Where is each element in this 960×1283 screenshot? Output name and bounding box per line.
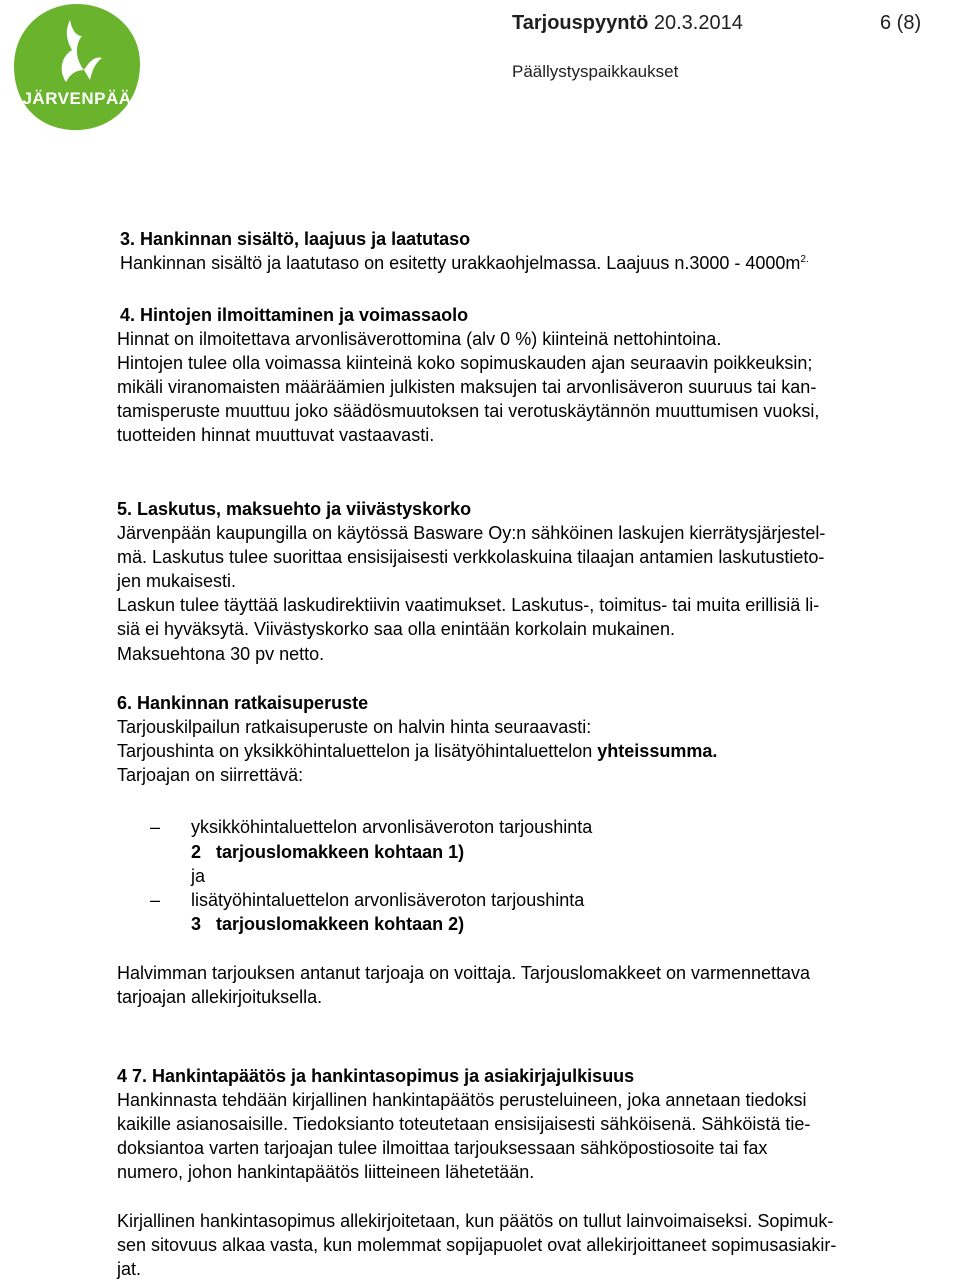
- page-number: 6 (8): [880, 12, 922, 34]
- section-7-heading: 4 7. Hankintapäätös ja hankintasopimus ja asiakirjajulkisuus: [117, 1066, 635, 1086]
- section-5-line: mä. Laskutus tulee suorittaa ensisijaisesti verkkolaskuina tilaajan antamien laskutustieto-: [117, 547, 825, 567]
- section-7-line: kaikille asianosaisille. Tiedoksianto toteutetaan ensisijaisesti sähköisenä. Sähköistä tie-: [117, 1114, 811, 1134]
- section-6-line: Tarjoajan on siirrettävä:: [117, 765, 304, 785]
- section-5-heading: 5. Laskutus, maksuehto ja viivästyskorko: [117, 499, 472, 519]
- section-7-line: Kirjallinen hankintasopimus allekirjoitetaan, kun päätös on tullut lainvoimaiseksi. Sopimuk-: [117, 1211, 834, 1231]
- section-7-line: sen sitovuus alkaa vasta, kun molemmat sopijapuolet ovat allekirjoittaneet sopimusasiakir-: [117, 1235, 837, 1255]
- section-3-heading: 3. Hankinnan sisältö, laajuus ja laatutaso: [120, 229, 471, 249]
- section-7-line: doksiantoa varten tarjoajan tulee ilmoittaa tarjouksessaan sähköpostiosoite tai fax: [117, 1138, 768, 1158]
- section-6-line: Tarjouskilpailun ratkaisuperuste on halvin hinta seuraavasti:: [117, 717, 592, 737]
- section-3-line: Hankinnan sisältö ja laatutaso on esitetty urakkaohjelmassa. Laajuus n.3000 - 4000m: [120, 253, 801, 273]
- conjunction: ja: [191, 866, 206, 886]
- document-type: Tarjouspyyntö: [512, 12, 649, 34]
- section-5-line: Laskun tulee täyttää laskudirektiivin vaatimukset. Laskutus-, toimitus- tai muita erillisiä li-: [117, 595, 820, 615]
- section-6-closing: tarjoajan allekirjoituksella.: [117, 987, 323, 1007]
- emphasis: yhteissumma.: [597, 741, 718, 761]
- section-4-line: Hinnat on ilmoitettava arvonlisäverottomina (alv 0 %) kiinteinä nettohintoina.: [117, 329, 722, 349]
- document-date: 20.3.2014: [653, 12, 743, 34]
- list-item-target: 3 tarjouslomakkeen kohtaan 2): [191, 914, 465, 934]
- section-4-line: tuotteiden hinnat muuttuvat vastaavasti.: [117, 425, 435, 445]
- section-5-line: Maksuehtona 30 pv netto.: [117, 644, 325, 664]
- section-5-line: Järvenpään kaupungilla on käytössä Basware Oy:n sähköinen laskujen kierrätysjärjestel-: [117, 523, 826, 543]
- section-5-line: jen mukaisesti.: [117, 571, 237, 591]
- jarvenpaa-logo: [10, 0, 144, 134]
- list-dash: –: [150, 817, 161, 837]
- document-title: [512, 12, 743, 35]
- section-4-line: tamisperuste muuttuu joko säädösmuutoksen tai verotuskäytännön muuttumisen vuoksi,: [117, 401, 820, 421]
- list-item: lisätyöhintaluettelon arvonlisäveroton tarjoushinta: [191, 890, 585, 910]
- section-6-heading: 6. Hankinnan ratkaisuperuste: [117, 693, 369, 713]
- list-dash: –: [150, 890, 161, 910]
- section-7-line: numero, johon hankintapäätös liitteineen lähetetään.: [117, 1162, 535, 1182]
- list-item: yksikköhintaluettelon arvonlisäveroton tarjoushinta: [191, 817, 593, 837]
- superscript: 2.: [800, 254, 809, 265]
- section-6-line-text: Tarjoushinta on yksikköhintaluettelon ja lisätyöhintaluettelon: [117, 741, 598, 761]
- section-4-heading: 4. Hintojen ilmoittaminen ja voimassaolo: [120, 305, 469, 325]
- section-6-closing: Halvimman tarjouksen antanut tarjoaja on voittaja. Tarjouslomakkeet on varmennettava: [117, 963, 811, 983]
- section-5-line: siä ei hyväksytä. Viivästyskorko saa olla enintään korkolain mukainen.: [117, 619, 675, 639]
- svg-text:JÄRVENPÄÄ: JÄRVENPÄÄ: [22, 89, 132, 108]
- section-4-line: mikäli viranomaisten määräämien julkisten maksujen tai arvonlisäveron suuruus tai kan-: [117, 377, 817, 397]
- section-7-line: Hankinnasta tehdään kirjallinen hankintapäätös perusteluineen, joka annetaan tiedoksi: [117, 1090, 807, 1110]
- section-6-line: [117, 739, 717, 763]
- document-subtitle: Päällystyspaikkaukset: [512, 62, 679, 81]
- list-item-target: 2 tarjouslomakkeen kohtaan 1): [191, 842, 465, 862]
- section-4-line: Hintojen tulee olla voimassa kiinteinä koko sopimuskauden ajan seuraavin poikkeuksin;: [117, 353, 813, 373]
- section-7-line: jat.: [117, 1259, 142, 1279]
- section-3-text: [120, 251, 809, 275]
